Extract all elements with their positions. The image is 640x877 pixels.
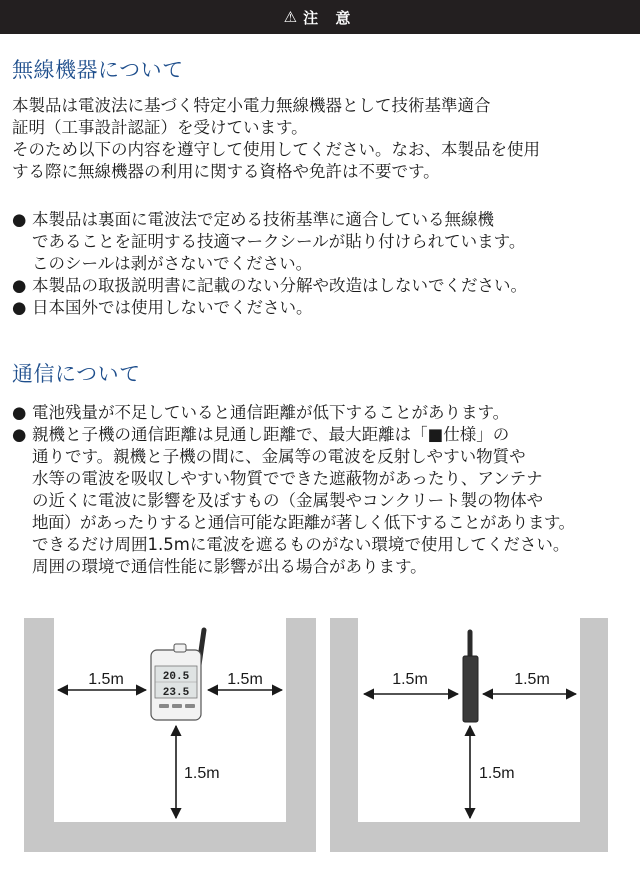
header-title: 注 意	[303, 8, 357, 27]
bullet-item	[12, 297, 636, 319]
bullet-continuation: であることを証明する技適マークシールが貼り付けられています。	[32, 232, 526, 251]
front-right-distance: 1.5m	[227, 671, 263, 688]
bullet-item	[12, 275, 636, 297]
communication-bullet-list	[12, 402, 636, 578]
bullet-text: 本製品は裏面に電波法で定める技術基準に適合している無線機	[32, 210, 494, 229]
bullet-continuation: の近くに電波に影響を及ぼすもの（金属製やコンクリート製の物体や	[32, 491, 544, 510]
paragraph-line: する際に無線機器の利用に関する資格や免許は不要です。	[12, 162, 440, 181]
bullet-continuation: できるだけ周囲1.5mに電波を遮るものがない環境で使用してください。	[32, 535, 570, 554]
front-view-diagram	[24, 600, 316, 856]
front-left-distance: 1.5m	[88, 671, 124, 688]
side-device-icon	[463, 656, 478, 722]
bullet-item	[12, 402, 636, 424]
side-right-distance: 1.5m	[514, 671, 550, 688]
paragraph-line: 本製品は電波法に基づく特定小電力無線機器として技術基準適合	[12, 96, 491, 115]
communication-section-title: 通信について	[12, 362, 141, 386]
front-device-icon	[151, 644, 201, 720]
wireless-paragraph	[12, 95, 634, 183]
warning-icon: ⚠	[283, 8, 298, 26]
paragraph-line: そのため以下の内容を遵守して使用してください。なお、本製品を使用	[12, 140, 540, 159]
bullet-marker-icon: ●	[12, 210, 27, 229]
bullet-text: 本製品の取扱説明書に記載のない分解や改造はしないでください。	[32, 276, 527, 295]
bullet-continuation: 地面）があったりすると通信可能な距離が著しく低下することがあります。	[32, 513, 575, 532]
wireless-section-title: 無線機器について	[12, 58, 184, 82]
device-display-bottom: 23.5	[162, 687, 190, 699]
wireless-bullet-list	[12, 209, 636, 319]
bullet-item	[12, 424, 636, 446]
bullet-continuation: 水等の電波を吸収しやすい物質でできた遮蔽物があったり、アンテナ	[32, 469, 543, 488]
side-left-distance: 1.5m	[392, 671, 428, 688]
front-down-distance: 1.5m	[184, 765, 220, 782]
bullet-text: 日本国外では使用しないでください。	[32, 298, 313, 317]
bullet-continuation: 通りです。親機と子機の間に、金属等の電波を反射しやすい物質や	[32, 447, 526, 466]
warning-header	[0, 0, 640, 34]
side-view-diagram	[330, 600, 608, 856]
bullet-marker-icon: ●	[12, 425, 27, 444]
bullet-text: 親機と子機の通信距離は見通し距離で、最大距離は「■仕様」の	[32, 425, 510, 444]
bullet-marker-icon: ●	[12, 403, 27, 422]
bullet-item	[12, 209, 636, 231]
bullet-marker-icon: ●	[12, 298, 27, 317]
bullet-text: 電池残量が不足していると通信距離が低下することがあります。	[32, 403, 510, 422]
bullet-continuation: このシールは剥がさないでください。	[32, 254, 313, 273]
device-display-top: 20.5	[162, 671, 190, 683]
side-down-distance: 1.5m	[479, 765, 515, 782]
paragraph-line: 証明（工事設計認証）を受けています。	[12, 118, 308, 137]
bullet-marker-icon: ●	[12, 276, 27, 295]
bullet-continuation: 周囲の環境で通信性能に影響が出る場合があります。	[32, 557, 427, 576]
